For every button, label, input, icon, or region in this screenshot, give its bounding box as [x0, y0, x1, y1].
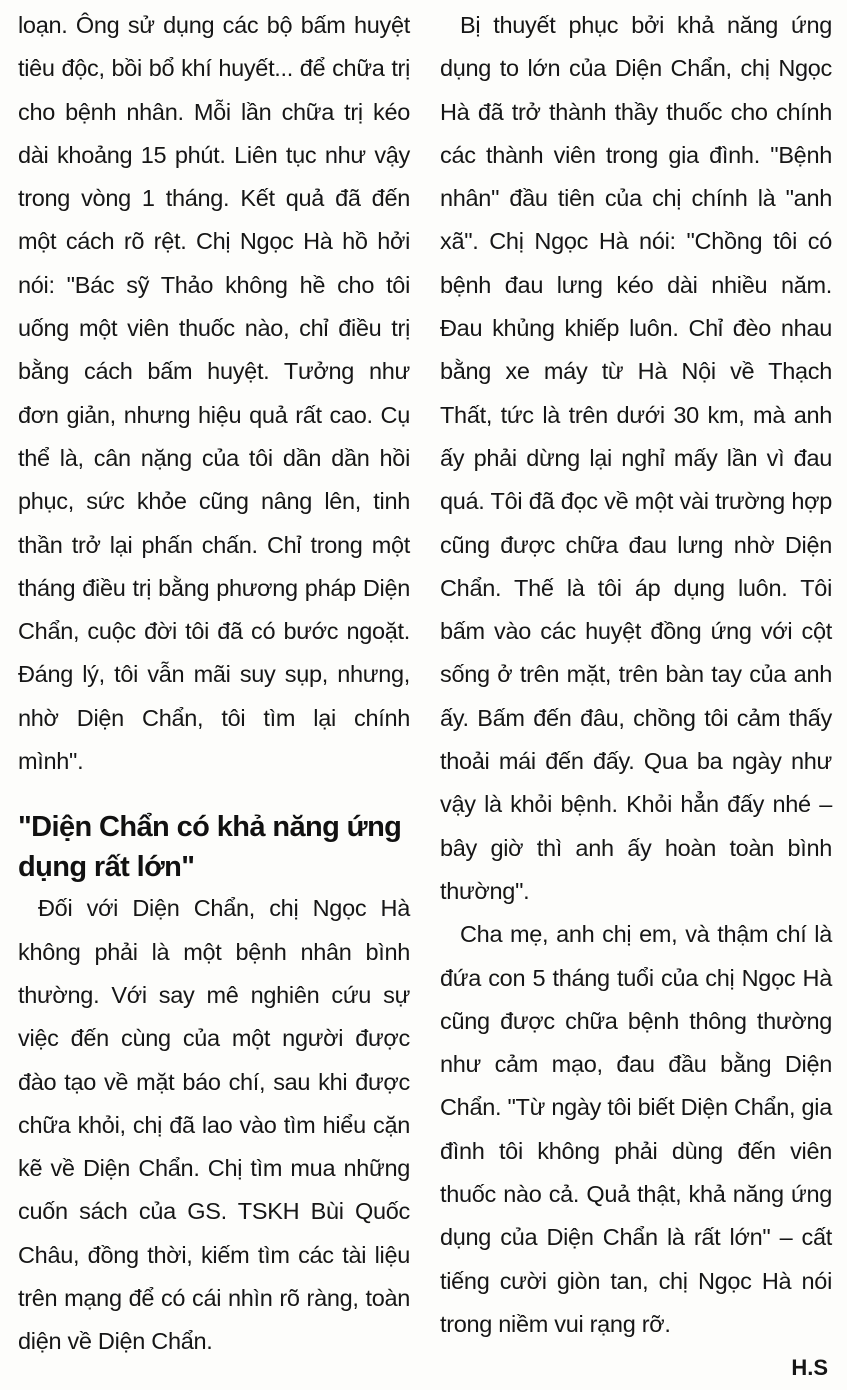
- right-column: [440, 4, 832, 1390]
- body-paragraph: Cha mẹ, anh chị em, và thậm chí là đứa con 5 tháng tuổi của chị Ngọc Hà cũng được chữa bệnh thông thường như cảm mạo, đau đầu bằng Diện Chẩn. "Từ ngày tôi biết Diện Chẩn, gia đình tôi không phải dùng đến viên thuốc nào cả. Quả thật, khả năng ứng dụng của Diện Chẩn là rất lớn" – cất tiếng cười giòn tan, chị Ngọc Hà nói trong niềm vui rạng rỡ.: [440, 921, 832, 1337]
- body-paragraph: Bị thuyết phục bởi khả năng ứng dụng to lớn của Diện Chẩn, chị Ngọc Hà đã trở thành thầy thuốc cho chính các thành viên trong gia đình. "Bệnh nhân" đầu tiên của chị chính là "anh xã". Chị Ngọc Hà nói: "Chồng tôi có bệnh đau lưng kéo dài nhiều năm. Đau khủng khiếp luôn. Chỉ đèo nhau bằng xe máy từ Hà Nội về Thạch Thất, tức là trên dưới 30 km, mà anh ấy phải dừng lại nghỉ mấy lần vì đau quá. Tôi đã đọc về một vài trường hợp cũng được chữa đau lưng nhờ Diện Chẩn. Thế là tôi áp dụng luôn. Tôi bấm vào các huyệt đồng ứng với cột sống ở trên mặt, trên bàn tay của anh ấy. Bấm đến đâu, chồng tôi cảm thấy thoải mái đến đấy. Qua ba ngày như vậy là khỏi bệnh. Khỏi hẳn đấy nhé – bây giờ thì anh ấy hoàn toàn bình thường".: [440, 12, 832, 904]
- section-heading: "Diện Chẩn có khả năng ứng dụng rất lớn": [18, 811, 402, 884]
- body-paragraph: loạn. Ông sử dụng các bộ bấm huyệt tiêu độc, bồi bổ khí huyết... để chữa trị cho bệnh nhân. Mỗi lần chữa trị kéo dài khoảng 15 phút. Liên tục như vậy trong vòng 1 tháng. Kết quả đã đến một cách rõ rệt. Chị Ngọc Hà hồ hởi nói: "Bác sỹ Thảo không hề cho tôi uống một viên thuốc nào, chỉ điều trị bằng cách bấm huyệt. Tưởng như đơn giản, nhưng hiệu quả rất cao. Cụ thể là, cân nặng của tôi dần dần hồi phục, sức khỏe cũng nâng lên, tinh thần trở lại phấn chấn. Chỉ trong một tháng điều trị bằng phương pháp Diện Chẩn, cuộc đời tôi đã có bước ngoặt. Đáng lý, tôi vẫn mãi suy sụp, nhưng, nhờ Diện Chẩn, tôi tìm lại chính mình".: [18, 12, 410, 775]
- left-column: [18, 4, 410, 1364]
- body-paragraph: Đối với Diện Chẩn, chị Ngọc Hà không phải là một bệnh nhân bình thường. Với say mê nghiên cứu sự việc đến cùng của một người được đào tạo về mặt báo chí, sau khi được chữa khỏi, chị đã lao vào tìm hiểu cặn kẽ về Diện Chẩn. Chị tìm mua những cuốn sách của GS. TSKH Bùi Quốc Châu, đồng thời, kiếm tìm các tài liệu trên mạng để có cái nhìn rõ ràng, toàn diện về Diện Chẩn.: [18, 895, 410, 1355]
- author-signature: H.S: [791, 1355, 828, 1381]
